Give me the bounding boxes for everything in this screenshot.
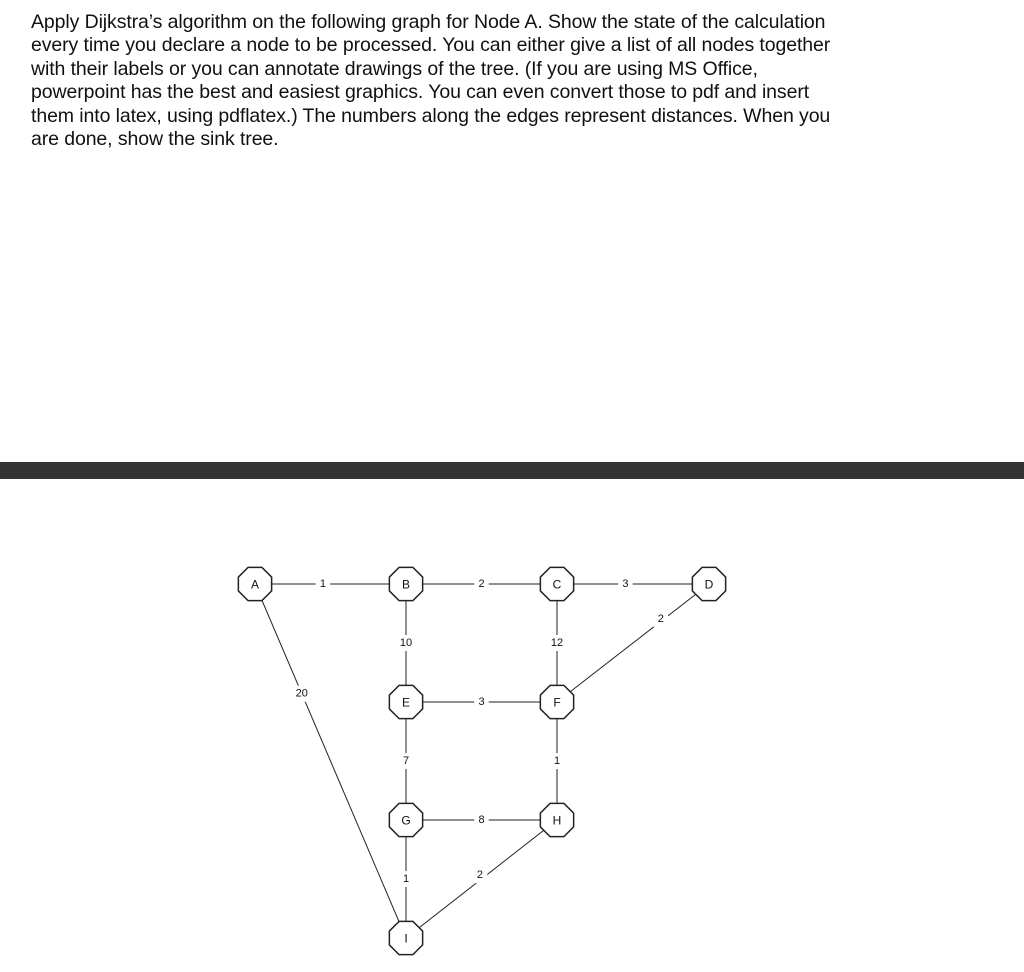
edge-weight-label: 8 [478,814,485,826]
edge-a-i [255,584,406,938]
node-label: G [401,813,411,828]
node-f [540,685,573,718]
edges-layer [255,584,709,938]
edge-weight-label: 3 [478,696,485,708]
question-line: Apply Dijkstra’s algorithm on the following graph for Node A. Show the state of the calculation [31,11,826,33]
divider-bar [0,462,1024,479]
question-line: every time you declare a node to be processed. You can either give a list of all nodes together [31,34,831,57]
edge-weight-label: 20 [295,687,308,700]
edge-weight-label: 2 [476,869,484,882]
node-a [238,567,271,600]
node-label: B [401,577,411,592]
edge-weight-label: 2 [657,612,664,625]
graph-diagram [0,480,1024,972]
edge-weight-label: 3 [622,578,629,590]
node-g [389,803,422,836]
weights-layer [291,576,668,887]
question-line: powerpoint has the best and easiest graphics. You can even convert those to pdf and insert [31,81,810,104]
edge-weight-label: 7 [402,755,410,767]
edge-d-f [557,584,709,702]
node-label: C [552,577,562,592]
nodes-layer [238,567,725,954]
question-line: them into latex, using pdflatex.) The numbers along the edges represent distances. When you [31,104,831,127]
node-h [540,803,573,836]
node-label: D [704,577,714,592]
node-d [692,567,725,600]
node-label: A [250,577,260,592]
node-c [540,567,573,600]
question-line: are done, show the sink tree. [31,128,279,151]
node-label: E [401,695,411,710]
question-line: with their labels or you can annotate drawings of the tree. (If you are using MS Office, [31,57,758,80]
edge-weight-label: 1 [553,755,561,767]
graph-svg [0,480,1024,972]
node-label: I [404,931,408,946]
edge-weight-label: 2 [478,578,485,590]
edge-weight-label: 10 [399,637,413,649]
node-i [389,921,422,954]
edge-weight-label: 12 [550,637,564,649]
node-label: F [553,695,561,710]
node-e [389,685,422,718]
edge-weight-label: 1 [319,578,327,590]
edge-weight-label: 1 [402,873,410,885]
node-label: H [552,813,562,828]
question-text [31,11,991,151]
node-b [389,567,422,600]
